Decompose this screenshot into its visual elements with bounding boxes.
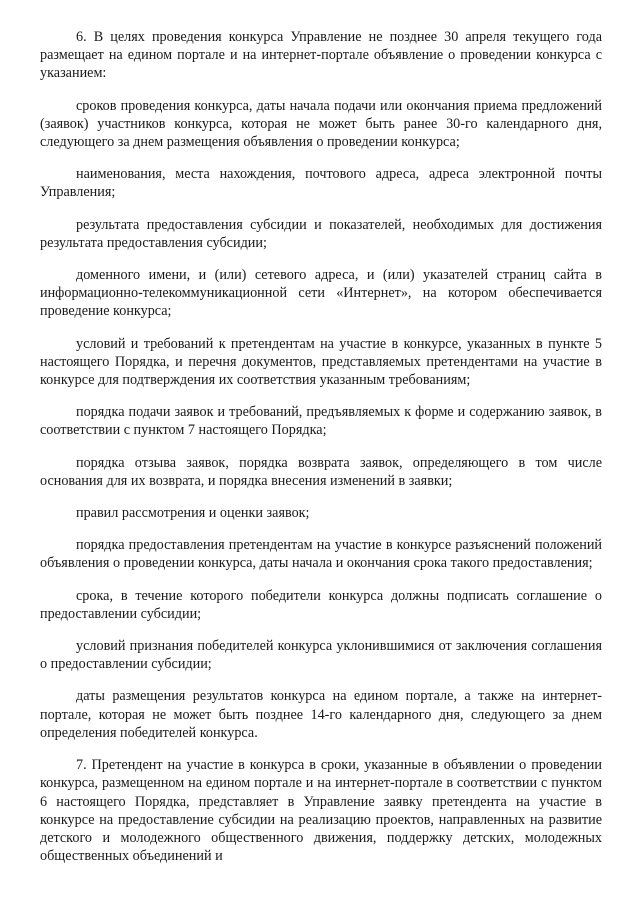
paragraph-7: 7. Претендент на участие в конкурса в сроки, указанные в объявлении о проведении конкурса, размещенном на едином портале и на интернет-портале в соответствии с пунктом 6 настоящего Порядка, представляет в Управление заявку претендента на участие в конкурсе на предоставление субсидии на реализацию проектов, направленных на развитие детского и молодежного общественного движения, поддержку детских, молодежных общественных объединений и — [40, 757, 602, 865]
list-item-results-date: даты размещения результатов конкурса на едином портале, а также на интернет-портале, которая не может быть позднее 14-го календарного дня, следующего за днем определения победителей конкурса. — [40, 688, 602, 741]
list-item-contacts: наименования, места нахождения, почтового адреса, адреса электронной почты Управления; — [40, 166, 602, 201]
list-item-domain: доменного имени, и (или) сетевого адреса, и (или) указателей страниц сайта в информационно-телекоммуникационной сети «Интернет», на котором обеспечивается проведение конкурса; — [40, 267, 602, 320]
list-item-review-rules: правил рассмотрения и оценки заявок; — [76, 505, 310, 522]
list-item-evasion: условий признания победителей конкурса уклонившимися от заключения соглашения о предоставлении субсидии; — [40, 638, 602, 673]
list-item-result: результата предоставления субсидии и показателей, необходимых для достижения результата предоставления субсидии; — [40, 216, 602, 251]
list-item-submission: порядка подачи заявок и требований, предъявляемых к форме и содержанию заявок, в соответствии с пунктом 7 настоящего Порядка; — [40, 404, 602, 439]
paragraph-6-intro: 6. В целях проведения конкурса Управление не позднее 30 апреля текущего года размещает на едином портале и на интернет-портале объявление о проведении конкурса с указанием: — [40, 29, 602, 82]
document-page — [40, 28, 602, 879]
list-item-withdrawal: порядка отзыва заявок, порядка возврата заявок, определяющего в том числе основания для их возврата, и порядка внесения изменений в заявки; — [40, 454, 602, 489]
list-item-signing-deadline: срока, в течение которого победители конкурса должны подписать соглашение о предоставлении субсидии; — [40, 587, 602, 622]
list-item-clarifications: порядка предоставления претендентам на участие в конкурсе разъяснений положений объявления о проведении конкурса, даты начала и окончания срока такого предоставления; — [40, 537, 602, 572]
list-item-requirements: условий и требований к претендентам на участие в конкурсе, указанных в пункте 5 настоящего Порядка, и перечня документов, представляемых претендентами на участие в конкурсе для подтверждения их соответствия указанным требованиям; — [40, 335, 602, 389]
list-item-deadlines: сроков проведения конкурса, даты начала подачи или окончания приема предложений (заявок) участников конкурса, которая не может быть ранее 30-го календарного дня, следующего за днем размещения объявления о проведении конкурса; — [40, 97, 602, 151]
